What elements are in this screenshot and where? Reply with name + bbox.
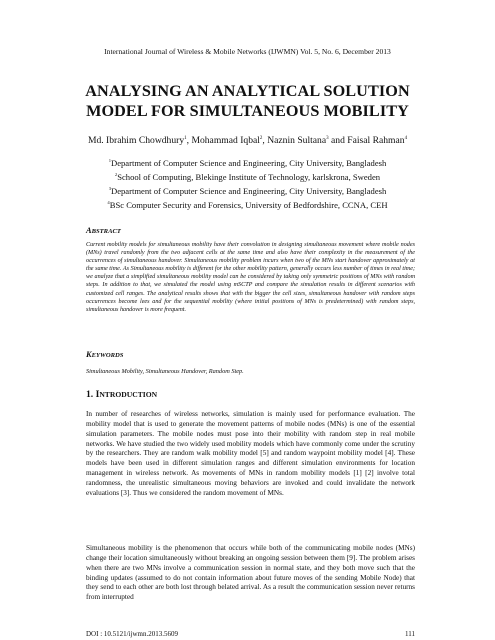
keywords-text: Simultaneous Mobility, Simultaneous Handover, Random Step. (86, 368, 244, 375)
author-affil-marker: 2 (259, 135, 263, 141)
abstract-heading-initial: A (86, 226, 92, 235)
section-heading-rest: NTRODUCTION (99, 390, 158, 399)
author-name: Mohammad Iqbal (191, 135, 260, 146)
author-affil-marker: 1 (184, 135, 187, 141)
affiliation-text: Department of Computer Science and Engineering, City University, Bangladesh (110, 185, 387, 196)
affiliation-line (40, 197, 455, 211)
abstract-text: Current mobility models for simultaneous mobility have their convolution in designing simultaneous movement where mobile nodes (MNs) travel randomly from the two adjacent cells at the same time and also have their complexity in the measurement of the occurrences of simultaneous handover. Simultaneous mobility problem incurs when two of the MNs start handover approximately at the same time. As Simultaneous mobility is different for the other mobility pattern, generally occurs less number of times in real time; we analyze that a simplified simultaneous mobility model can be considered by taking only symmetric positions of MNs with random steps. In addition to that, we simulated the model using mSCTP and compare the simulation results in different scenarios with customized cell ranges. The analytical results shows that with the bigger the cell sizes, simultaneous handover with random steps occurrences become lees and for the sequential mobility (where initial positions of MNs is predetermined) with random steps, simultaneous handover is more frequent. (86, 242, 415, 313)
author-separator: , (186, 135, 192, 146)
title-line-1: ANALYSING AN ANALYTICAL SOLUTION (85, 82, 410, 100)
author-affil-marker: 4 (404, 135, 408, 141)
body-paragraph-1: In number of researches of wireless networks, simulation is mainly used for performance evaluation. The mobility model that is used to generate the movement patterns of mobile nodes (MNs) is one of the essential simulation parameters. The mobile nodes must pose into their mobility with random step in real mobile networks. We have studied the two widely used mobility models which have commonly come under the scrutiny by the researchers. They are random walk mobility model [5] and random waypoint mobility model [4]. These models have been used in different simulation ranges and different simulation environments for location management in wireless network. As movements of MNs in random mobility models [1] [2] involve total randomness, the unrealistic simultaneous moving behaviors are invoked and could invalidate the network evaluations [3]. Thus we considered the random movement of MNs. (86, 410, 415, 497)
affiliation-marker: 3 (108, 186, 111, 192)
footer-page-number: 111 (405, 630, 415, 638)
abstract-heading (86, 226, 121, 235)
footer-doi: DOI : 10.5121/ijwmn.2013.5609 (86, 630, 178, 638)
affiliation-line (40, 155, 455, 169)
author-name: Faisal Rahman (347, 135, 405, 146)
author-list (30, 135, 465, 146)
author-separator: and (328, 135, 348, 146)
author-name: Md. Ibrahim Chowdhury (87, 135, 185, 146)
keywords-heading-initial: K (86, 350, 92, 359)
author-affil-marker: 3 (326, 135, 329, 141)
title-line-2: MODEL FOR SIMULTANEOUS MOBILITY (86, 102, 409, 120)
affiliation-text: School of Computing, Blekinge Institute of Technology, karlskrona, Sweden (117, 171, 381, 182)
journal-header: International Journal of Wireless & Mobile Networks (IJWMN) Vol. 5, No. 6, December 2013 (104, 47, 391, 56)
affiliation-text: BSc Computer Security and Forensics, University of Bedfordshire, CCNA, CEH (109, 200, 388, 211)
affiliation-line (40, 169, 455, 183)
abstract-heading-rest: BSTRACT (91, 228, 121, 235)
author-name: Naznin Sultana (267, 135, 327, 146)
affiliation-text: Department of Computer Science and Engineering, City University, Bangladesh (110, 157, 387, 168)
author-separator: , (262, 135, 268, 146)
affiliation-line (40, 183, 455, 197)
keywords-heading-rest: EYWORDS (91, 352, 124, 359)
section-number: 1. (86, 389, 96, 400)
section-heading-initial: I (95, 389, 100, 400)
affiliation-marker: 1 (108, 158, 111, 163)
paper-title (40, 81, 455, 121)
affiliation-marker: 4 (107, 200, 110, 206)
keywords-heading (86, 350, 123, 359)
affiliation-list (40, 155, 455, 211)
affiliation-marker: 2 (114, 172, 118, 178)
section-heading-introduction (86, 389, 157, 400)
body-paragraph-2: Simultaneous mobility is the phenomenon that occurs while both of the communicating mobile nodes (MNs) change their location simultaneously without breaking an ongoing session between them [9]. The problem arises when there are two MNs involve a communication session in normal state, and they both move such that the binding updates (assumed to do not contain information about future moves of the sending Mobile Node) that they send to each other are both lost through belated arrival. As a result the communication session never returns from interrupted (86, 544, 415, 602)
